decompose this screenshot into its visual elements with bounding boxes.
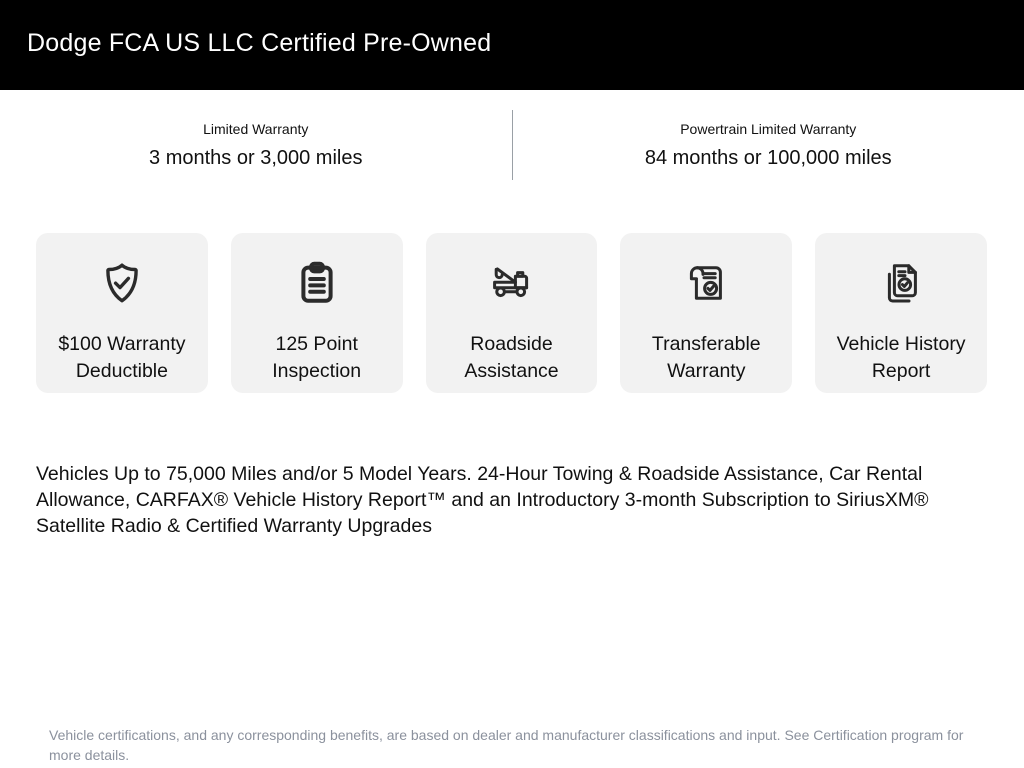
- card-label: $100 Warranty Deductible: [58, 333, 186, 382]
- tow-truck-icon: [485, 257, 537, 309]
- benefit-cards-row: [36, 233, 987, 393]
- card-roadside-assistance: [426, 233, 598, 393]
- card-transferable-warranty: [620, 233, 792, 393]
- card-vehicle-history-report: [815, 233, 987, 393]
- certification-disclaimer: Vehicle certifications, and any corresponding benefits, are based on dealer and manufacturer classifications and input. See Certification program for more details.: [49, 727, 964, 763]
- card-point-inspection: [231, 233, 403, 393]
- card-label: Roadside Assistance: [464, 333, 559, 382]
- card-label: Vehicle History Report: [836, 333, 966, 382]
- powertrain-warranty-label: Powertrain Limited Warranty: [680, 120, 857, 137]
- program-description: Vehicles Up to 75,000 Miles and/or 5 Model Years. 24-Hour Towing & Roadside Assistance, Car Rental Allowance, CARFAX® Vehicle History Report™ and an Introductory 3-month Subscription to SiriusXM® Satellite Radio & Certified Warranty Upgrades: [36, 462, 929, 537]
- warranty-scroll-check-icon: [680, 257, 732, 309]
- header-bar: [0, 0, 1024, 90]
- report-pages-check-icon: [875, 257, 927, 309]
- limited-warranty-column: [0, 115, 512, 176]
- limited-warranty-value: 3 months or 3,000 miles: [149, 146, 363, 169]
- warranty-summary: [0, 110, 1024, 180]
- powertrain-warranty-value: 84 months or 100,000 miles: [644, 146, 892, 169]
- powertrain-warranty-column: [513, 115, 1024, 176]
- page-title: Dodge FCA US LLC Certified Pre-Owned: [27, 28, 492, 57]
- card-warranty-deductible: [36, 233, 208, 393]
- shield-check-icon: [96, 257, 148, 309]
- card-label: 125 Point Inspection: [272, 333, 362, 382]
- limited-warranty-label: Limited Warranty: [203, 120, 309, 137]
- clipboard-checklist-icon: [291, 257, 343, 309]
- card-label: Transferable Warranty: [651, 333, 761, 382]
